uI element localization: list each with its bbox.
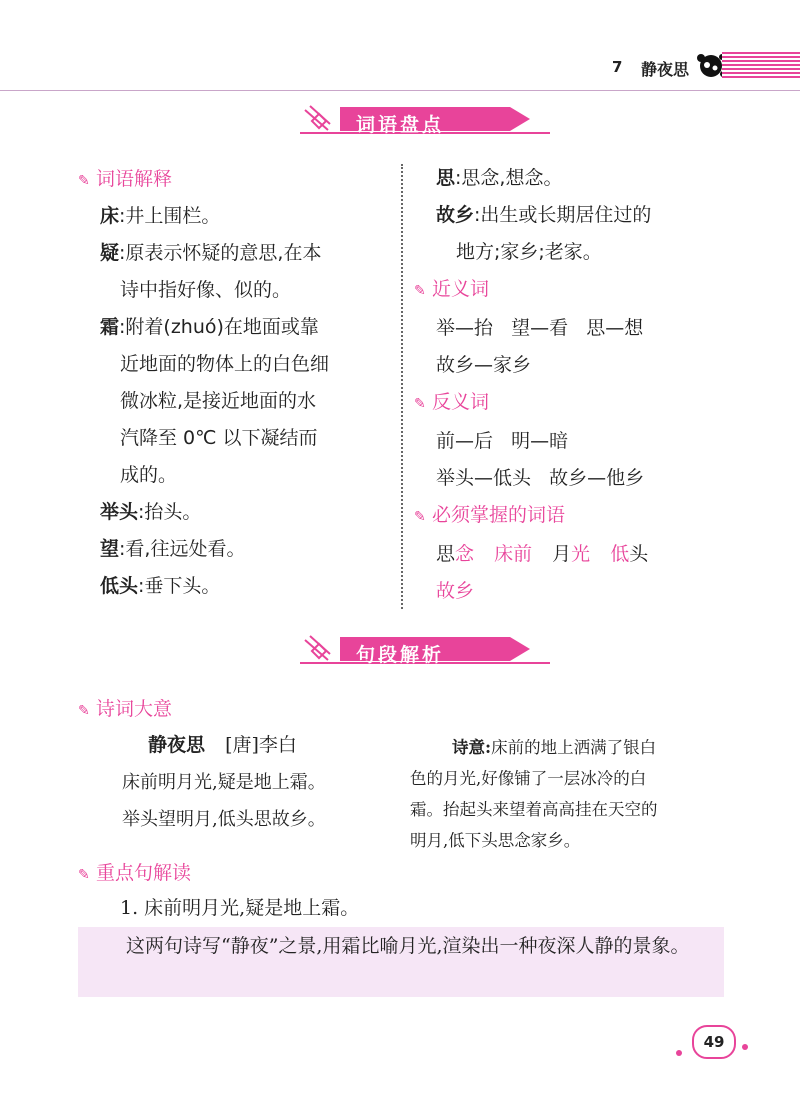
analysis-banner	[300, 634, 550, 664]
header-rule	[0, 90, 800, 91]
antonyms-line1: 前—后 明—暗	[436, 430, 569, 452]
key-sentence-heading: ✎ 重点句解读	[78, 862, 192, 884]
entry-wang: 望:看,往远处看。	[100, 538, 246, 560]
entry-chuang: 床:井上围栏。	[100, 205, 221, 227]
analysis-banner-title: 句段解析	[356, 644, 445, 666]
key-sentence-item: 1. 床前明月光,疑是地上霜。	[120, 897, 360, 919]
poem-title-line	[148, 730, 297, 757]
synonyms-heading: ✎ 近义词	[414, 271, 766, 310]
chapter-title: 静夜思	[641, 60, 690, 79]
entry-jutou: 举头:抬头。	[100, 501, 202, 523]
poem-text	[122, 764, 326, 838]
column-divider	[401, 164, 403, 609]
mastery-heading: ✎ 必须掌握的词语	[414, 497, 766, 536]
poem-line: 举头望明月,低头思故乡。	[122, 809, 326, 830]
pencil-icon: ✎	[414, 396, 426, 412]
entry-si: 思:思念,想念。	[436, 167, 563, 189]
synonyms-line1: 举—抬 望—看 思—想	[436, 317, 644, 339]
pencil-icon: ✎	[78, 173, 90, 189]
word-explanation-heading: ✎ 词语解释	[78, 168, 173, 190]
mastery-word-guxiang: 故乡	[436, 580, 475, 602]
entry-guxiang: 故乡:出生或长期居住过的	[436, 204, 652, 226]
pencil-icon: ✎	[414, 283, 426, 299]
chapter-number: 7	[612, 58, 623, 76]
poem-meaning-heading: ✎ 诗词大意	[78, 698, 173, 720]
poem-meaning: 诗意:床前的地上洒满了银白 色的月光,好像铺了一层冰冷的白 霜。抬起头来望着高高挂在天空的 明月,低下头思念家乡。	[410, 738, 658, 850]
pencil-icon: ✎	[414, 509, 426, 525]
poem-author: [唐]李白	[225, 734, 297, 756]
explanation-text: 这两句诗写“静夜”之景,用霜比喻月光,渲染出一种夜深人静的景象。	[126, 935, 690, 957]
synonyms-line2: 故乡—家乡	[436, 354, 532, 376]
antonyms-line2: 举头—低头 故乡—他乡	[436, 467, 645, 489]
poem-line: 床前明月光,疑是地上霜。	[122, 772, 326, 793]
header-stripes	[722, 52, 800, 78]
explanation-box	[78, 927, 724, 997]
poem-title: 静夜思	[148, 734, 206, 756]
entry-shuang: 霜:附着(zhuó)在地面或靠	[100, 316, 319, 338]
decor-dot	[676, 1050, 682, 1056]
vocab-banner	[300, 104, 550, 134]
right-column: 思:思念,想念。 故乡:出生或长期居住过的 地方;家乡;老家。 ✎ 近义词 举—抬 望—看 思—想 故乡—家乡 ✎ 反义词 前—后 明—暗 举头—低头 故乡—他乡 ✎ 必须掌握的词语 思念 床前 月光 低头 故乡	[436, 160, 766, 610]
antonyms-heading: ✎ 反义词	[414, 384, 766, 423]
pencil-icon: ✎	[78, 703, 90, 719]
entry-ditou: 低头:垂下头。	[100, 575, 221, 597]
pencil-icon: ✎	[78, 867, 90, 883]
vocab-banner-title: 词语盘点	[356, 114, 445, 136]
decor-dot	[742, 1044, 748, 1050]
word-list: 床:井上围栏。 疑:原表示怀疑的意思,在本 诗中指好像、似的。 霜:附着(zhuó)在地面或靠 近地面的物体上的白色细 微冰粒,是接近地面的水 汽降至 0℃ 以下凝结而 成的。 举头:抬头。 望:看,往远处看。 低头:垂下头。	[100, 198, 400, 605]
mastery-words: 思念 床前 月光 低头	[436, 543, 649, 565]
entry-yi: 疑:原表示怀疑的意思,在本	[100, 242, 322, 264]
page-number: 49	[692, 1025, 736, 1059]
